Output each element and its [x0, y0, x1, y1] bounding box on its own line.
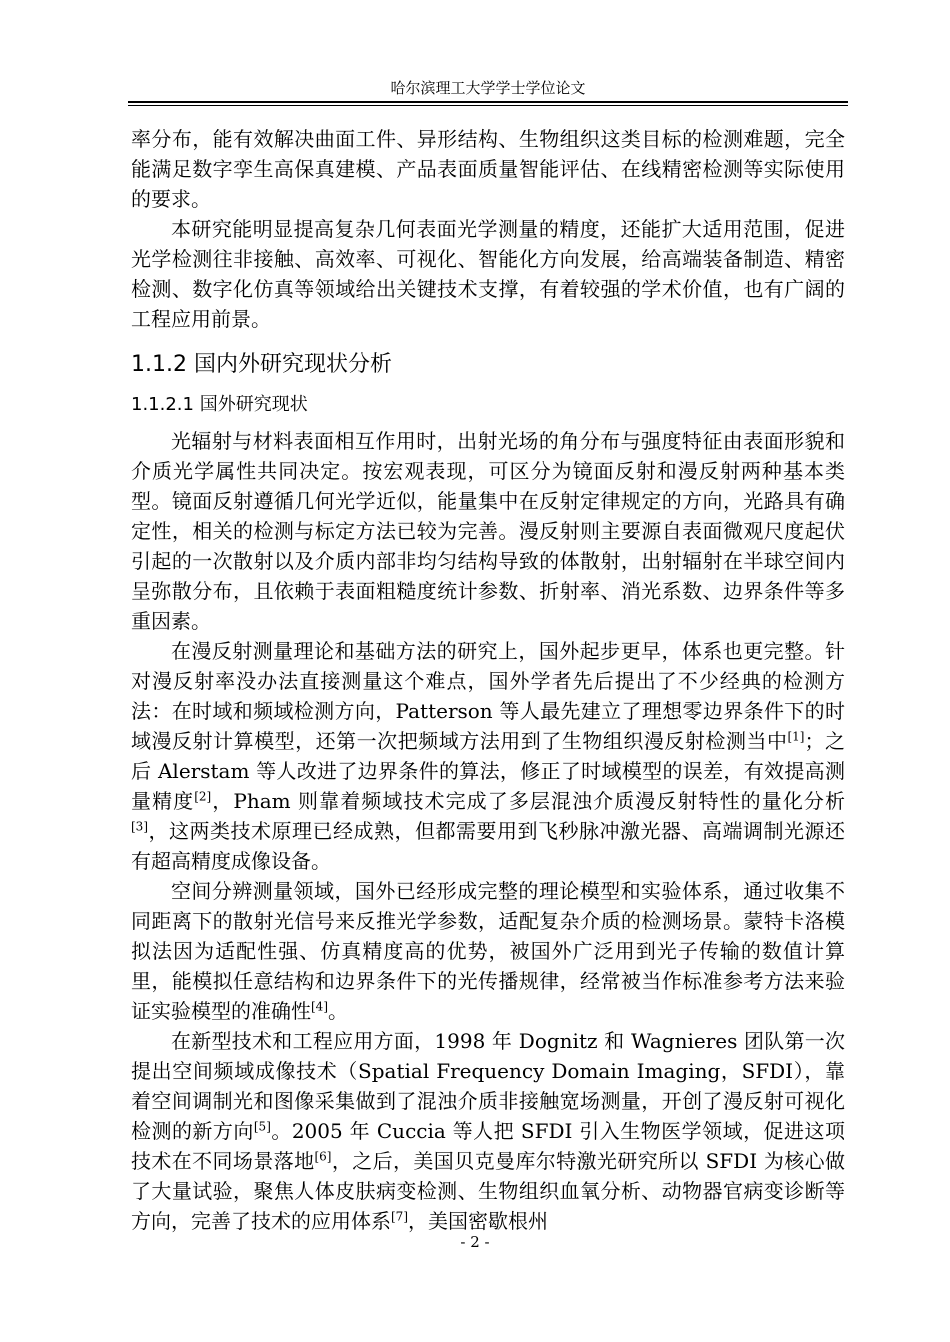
citation-3: [3] — [131, 819, 148, 834]
paragraph-spatial-resolved — [131, 876, 845, 1026]
text-segment: 空间分辨测量领域，国外已经形成完整的理论模型和实验体系，通过收集不同距离下的散射光信号来反推光学参数，适配复杂介质的检测场景。蒙特卡洛模拟法因为适配性强、仿真精度高的优势，被国外广泛用到光子传输的数值计算里，能模拟任意结构和边界条件下的光传播规律，经常被当作标准参考方法来验证实验模型的准确性 — [131, 879, 845, 1023]
text-segment: 。 — [328, 999, 348, 1023]
text-segment: 在漫反射测量理论和基础方法的研究上，国外起步更早，体系也更完整。针对漫反射率没办法直接测量这个难点，国外学者先后提出了不少经典的检测方法：在时域和频域检测方向，Patterson 等人最先建立了理想零边界条件下的时域漫反射计算模型，还第一次把频域方法用到了生物组织漫反射检测当中 — [131, 639, 845, 753]
text-segment: ；之后 Alerstam 等人改进了边界条件的算法，修正了时域模型的误差，有效提高测量精度 — [131, 729, 845, 813]
page-body — [131, 124, 845, 1236]
paragraph-significance: 本研究能明显提高复杂几何表面光学测量的精度，还能扩大适用范围，促进光学检测往非接触、高效率、可视化、智能化方向发展，给高端装备制造、精密检测、数字化仿真等领域给出关键技术支撑，有着较强的学术价值，也有广阔的工程应用前景。 — [131, 217, 845, 331]
paragraph-continued: 率分布，能有效解决曲面工件、异形结构、生物组织这类目标的检测难题，完全能满足数字孪生高保真建模、产品表面质量智能评估、在线精密检测等实际使用的要求。 — [131, 127, 845, 211]
citation-5: [5] — [253, 1119, 271, 1134]
citation-2: [2] — [194, 789, 212, 804]
citation-6: [6] — [314, 1149, 332, 1164]
section-heading: 1.1.2 国内外研究现状分析 — [131, 352, 392, 377]
text-segment: 在新型技术和工程应用方面，1998 年 Dognitz 和 Wagnieres 团队第一次提出空间频域成像技术（Spatial Frequency Domain Imaging，SFDI），靠着空间调制光和图像采集做到了混浊介质非接触宽场测量，开创了漫反射可视化检测的新方向 — [131, 1029, 845, 1143]
text-segment: 。2005 年 Cuccia 等人把 SFDI 引入生物医学领域，促进这项技术在不同场景落地 — [131, 1119, 845, 1173]
paragraph-sfdi — [131, 1026, 845, 1236]
paragraph-reflection-types: 光辐射与材料表面相互作用时，出射光场的角分布与强度特征由表面形貌和介质光学属性共同决定。按宏观表现，可区分为镜面反射和漫反射两种基本类型。镜面反射遵循几何光学近似，能量集中在反射定律规定的方向，光路具有确定性，相关的检测与标定方法已较为完善。漫反射则主要源自表面微观尺度起伏引起的一次散射以及介质内部非均匀结构导致的体散射，出射辐射在半球空间内呈弥散分布，且依赖于表面粗糙度统计参数、折射率、消光系数、边界条件等多重因素。 — [131, 429, 845, 633]
citation-7: [7] — [391, 1209, 408, 1224]
page-header-title: 哈尔滨理工大学学士学位论文 — [390, 79, 586, 97]
text-segment: ，Pham 则靠着频域技术完成了多层混浊介质漫反射特性的量化分析 — [211, 789, 845, 813]
paragraph-measurement-theory — [131, 636, 845, 876]
header-rule-thin — [128, 105, 848, 106]
citation-1: [1] — [787, 729, 805, 744]
citation-4: [4] — [311, 999, 328, 1014]
text-segment: ，之后，美国贝克曼库尔特激光研究所以 SFDI 为核心做了大量试验，聚焦人体皮肤病变检测、生物组织血氧分析、动物器官病变诊断等方向，完善了技术的应用体系 — [131, 1149, 845, 1233]
text-segment: ，美国密歇根州 — [408, 1209, 548, 1233]
subsection-heading: 1.1.2.1 国外研究现状 — [131, 394, 308, 415]
page-number: - 2 - — [460, 1233, 490, 1251]
header-rule-thick — [128, 101, 848, 103]
text-segment: ，这两类技术原理已经成熟，但都需要用到飞秒脉冲激光器、高端调制光源还有超高精度成像设备。 — [131, 819, 845, 873]
